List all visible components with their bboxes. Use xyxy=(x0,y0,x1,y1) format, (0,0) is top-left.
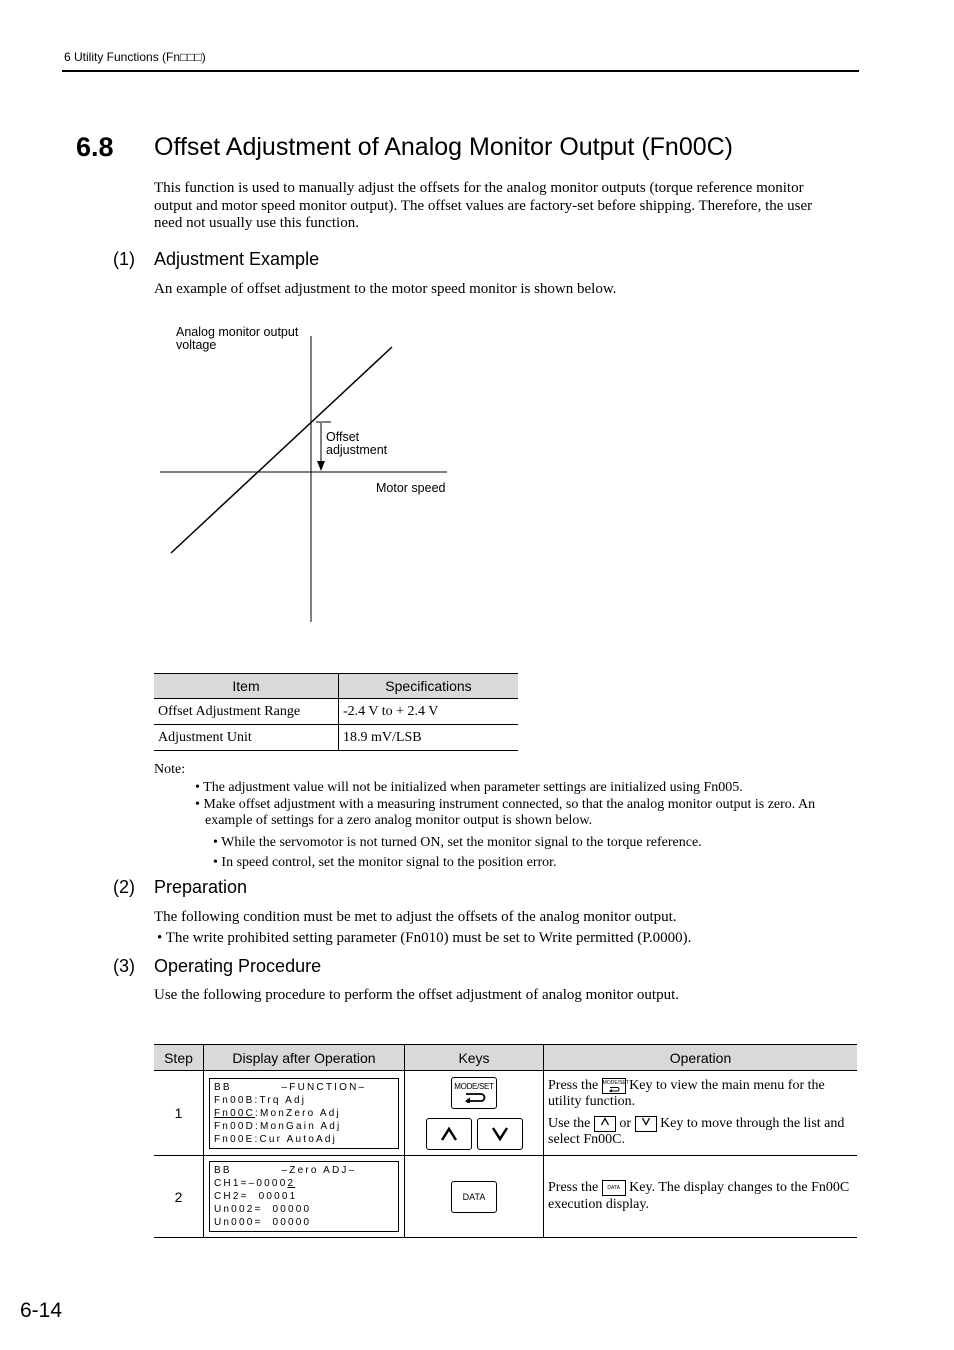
lcd-display xyxy=(209,1161,399,1232)
offset-label xyxy=(326,431,387,457)
inline-down-key xyxy=(635,1116,657,1132)
step-number: 2 xyxy=(154,1156,204,1238)
list-item: • In speed control, set the monitor signal to the position error. xyxy=(213,855,557,870)
y-axis-label xyxy=(176,326,298,352)
op-text-part: or xyxy=(619,1116,632,1132)
inline-up-key xyxy=(594,1116,616,1132)
subsection-3-title: Operating Procedure xyxy=(154,956,322,976)
offset-label-line: adjustment xyxy=(326,443,388,457)
mode-set-key-label: MODE/SET xyxy=(454,1082,494,1091)
spec-cell: 18.9 mV/LSB xyxy=(339,725,519,751)
lcd-line-rest: :MonZero Adj xyxy=(255,1107,341,1119)
y-axis-label-line: Analog monitor output xyxy=(176,325,299,339)
x-axis-label: Motor speed xyxy=(376,481,446,495)
lcd-line: BB –FUNCTION– xyxy=(214,1081,367,1093)
operation-text xyxy=(548,1180,853,1212)
procedure-table xyxy=(154,1044,857,1238)
list-item: • Make offset adjustment with a measuring instrument connected, so that the analog monitor output is zero. An xyxy=(195,796,816,812)
subsection-1-number: (1) xyxy=(113,249,135,269)
spec-header-item: Item xyxy=(154,674,339,699)
list-item: • While the servomotor is not turned ON, set the monitor signal to the torque reference. xyxy=(213,835,702,850)
operation-text xyxy=(548,1116,853,1148)
mode-set-key[interactable] xyxy=(451,1077,497,1109)
subsection-1-title: Adjustment Example xyxy=(154,249,320,269)
subsection-1-text: An example of offset adjustment to the motor speed monitor is shown below. xyxy=(154,281,617,297)
keys-cell xyxy=(405,1156,544,1238)
intro-line: output and motor speed monitor output). The offset values are factory-set before shipping. Therefore, the user xyxy=(154,197,813,214)
table-row xyxy=(154,725,518,751)
step-number: 1 xyxy=(154,1071,204,1156)
subsection-2-number: (2) xyxy=(113,877,135,897)
inline-data-key: DATA xyxy=(602,1180,626,1196)
intro-line: need not usually use this function. xyxy=(154,215,359,231)
op-text-part: Press the xyxy=(548,1180,599,1196)
chevron-down-icon xyxy=(490,1126,510,1142)
chevron-up-icon xyxy=(600,1117,610,1126)
subsection-3-number: (3) xyxy=(113,956,135,976)
note-sublist xyxy=(213,833,702,873)
lcd-line: CH2= 00001 xyxy=(214,1191,298,1202)
keys-cell xyxy=(405,1071,544,1156)
running-header: 6 Utility Functions (Fn□□□) xyxy=(64,50,206,64)
spec-cell: Offset Adjustment Range xyxy=(154,699,339,725)
lcd-line xyxy=(214,1107,394,1120)
section-title: Offset Adjustment of Analog Monitor Output (Fn00C) xyxy=(154,133,734,161)
list-item: • The adjustment value will not be initialized when parameter settings are initialized using Fn005. xyxy=(195,780,743,795)
inline-mode-key xyxy=(602,1078,629,1094)
lcd-display xyxy=(209,1078,399,1149)
lcd-line: Un002= 00000 xyxy=(214,1204,312,1215)
subsection-2-text: The following condition must be met to adjust the offsets of the analog monitor output. xyxy=(154,909,677,925)
header-keys: Keys xyxy=(405,1045,544,1071)
spec-table-header xyxy=(154,674,518,699)
offset-diagram xyxy=(150,320,470,640)
y-axis-label-line: voltage xyxy=(176,338,217,352)
subsection-2-title: Preparation xyxy=(154,877,248,897)
note-list xyxy=(195,780,855,830)
table-row xyxy=(154,1071,857,1156)
spec-cell: Adjustment Unit xyxy=(154,725,339,751)
subsection-2-bullet: • The write prohibited setting parameter (Fn010) must be set to Write permitted (P.0000). xyxy=(157,930,692,946)
lcd-line: BB –Zero ADJ– xyxy=(214,1165,357,1176)
page-number: 6-14 xyxy=(20,1299,63,1322)
table-row xyxy=(154,1156,857,1238)
return-arrow-icon xyxy=(607,1086,621,1092)
operation-text xyxy=(548,1078,853,1110)
section-number: 6.8 xyxy=(76,132,114,162)
operation-cell xyxy=(544,1071,858,1156)
lcd-cursor-digit: 2 xyxy=(287,1178,296,1189)
lcd-line: Fn00B:Trq Adj xyxy=(214,1094,307,1106)
display-cell xyxy=(204,1156,405,1238)
header-step: Step xyxy=(154,1045,204,1071)
intro-line: This function is used to manually adjust the offsets for the analog monitor outputs (torque reference monitor xyxy=(154,180,804,196)
lcd-line xyxy=(214,1177,394,1190)
note-label: Note: xyxy=(154,762,186,777)
return-arrow-icon xyxy=(462,1091,486,1103)
spec-cell: -2.4 V to + 2.4 V xyxy=(339,699,519,725)
inline-mode-key-label: MODE/SET xyxy=(602,1079,629,1086)
subsection-3-text: Use the following procedure to perform the offset adjustment of analog monitor output. xyxy=(154,987,680,1003)
display-cell xyxy=(204,1071,405,1156)
procedure-table-header xyxy=(154,1045,857,1071)
chevron-down-icon xyxy=(641,1117,651,1126)
lcd-line: Un000= 00000 xyxy=(214,1217,312,1228)
section-intro xyxy=(154,180,859,233)
op-text-part: Key to move through the list and select Fn00C. xyxy=(548,1116,845,1148)
lcd-line: Fn00D:MonGain Adj xyxy=(214,1120,342,1132)
op-text-part: Key. The display changes to the Fn00C execution display. xyxy=(548,1180,850,1212)
op-text-part: Key to view the main menu for the utility function. xyxy=(548,1078,825,1109)
lcd-selected-item: Fn00C xyxy=(214,1107,256,1119)
offset-label-line: Offset xyxy=(326,430,360,444)
spec-header-spec: Specifications xyxy=(339,674,519,699)
data-key[interactable]: DATA xyxy=(451,1181,497,1213)
up-key[interactable] xyxy=(426,1118,472,1150)
lcd-line-part: CH1=–0000 xyxy=(214,1178,288,1189)
operation-cell xyxy=(544,1156,858,1238)
op-text-part: Press the xyxy=(548,1078,599,1093)
lcd-line: Fn00E:Cur AutoAdj xyxy=(214,1133,338,1145)
header-rule xyxy=(62,70,859,72)
chevron-up-icon xyxy=(439,1126,459,1142)
header-display: Display after Operation xyxy=(204,1045,405,1071)
list-item: example of settings for a zero analog monitor output is shown below. xyxy=(205,813,593,828)
table-row xyxy=(154,699,518,725)
spec-table xyxy=(154,673,518,751)
op-text-part: Use the xyxy=(548,1116,591,1132)
offset-arrow-head xyxy=(317,461,325,471)
header-operation: Operation xyxy=(544,1045,858,1071)
down-key[interactable] xyxy=(477,1118,523,1150)
